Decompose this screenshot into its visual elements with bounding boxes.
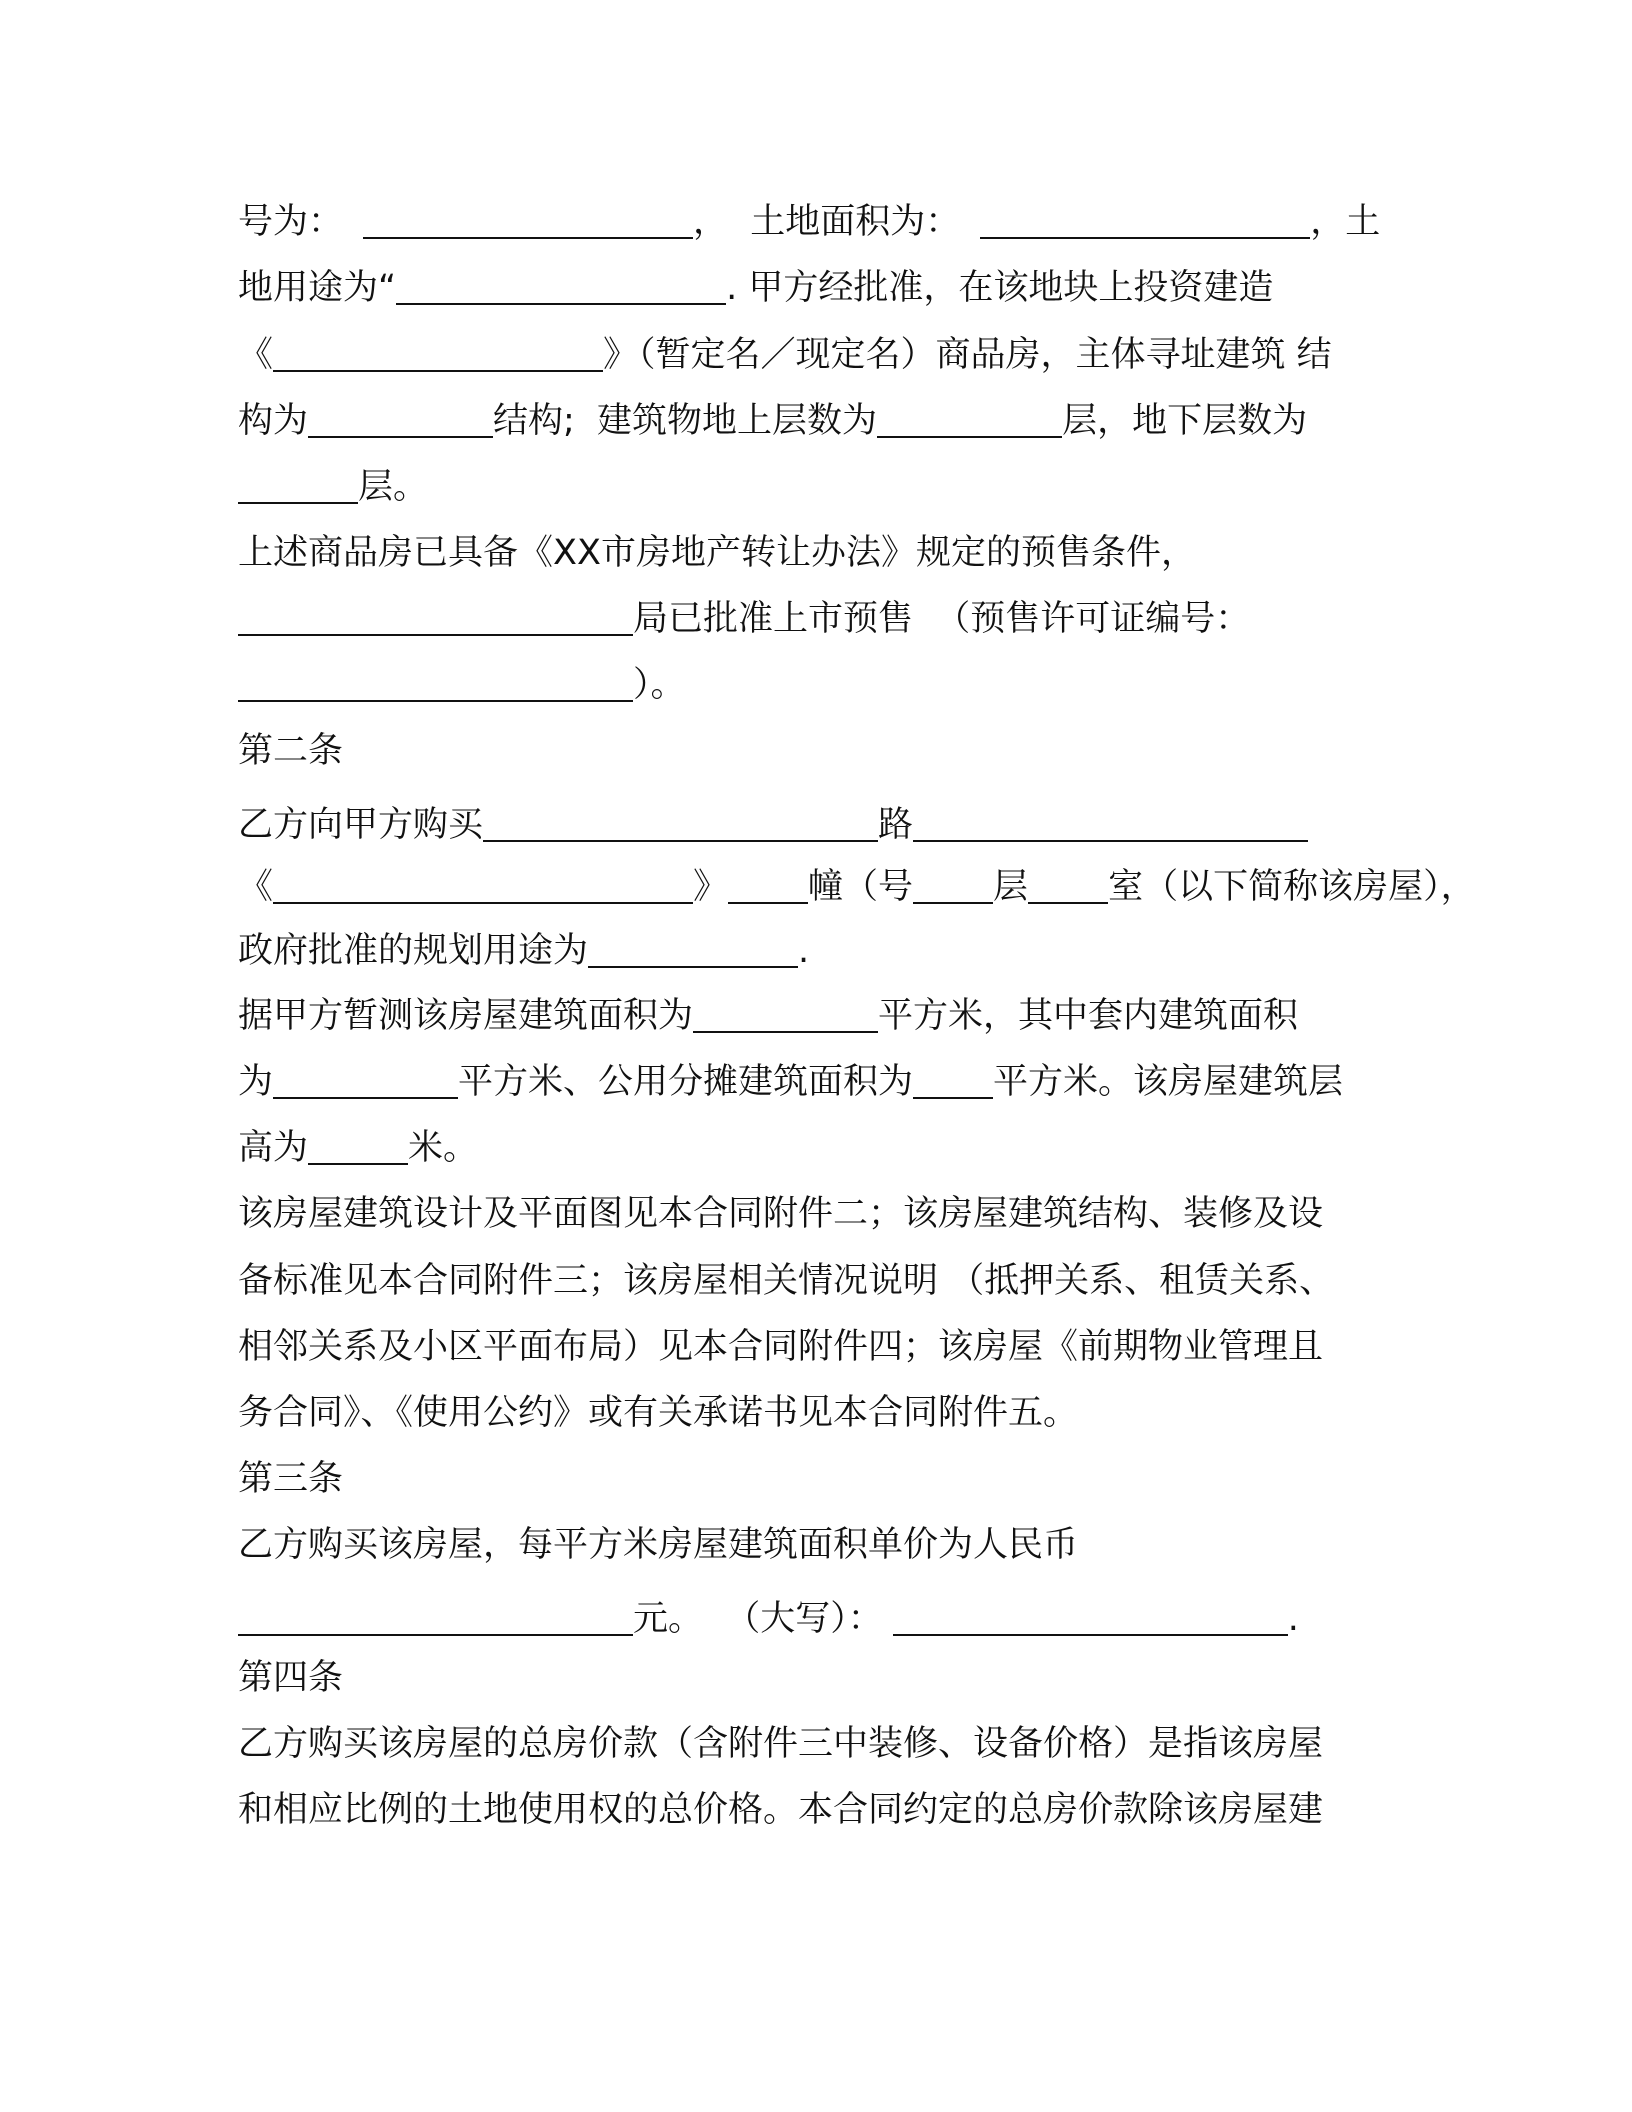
text-segment: 第二条: [238, 731, 344, 771]
text-line: [238, 795, 1308, 855]
text-segment: 乙方向甲方购买: [238, 805, 484, 845]
fill-in-blank[interactable]: [1028, 868, 1108, 904]
text-line: [238, 258, 1273, 318]
fill-in-blank[interactable]: [728, 868, 808, 904]
text-line: [238, 1780, 1323, 1840]
text-segment: 政府批准的规划用途为: [238, 931, 589, 971]
text-line: [238, 1052, 1343, 1112]
text-line: [238, 1184, 1323, 1244]
text-segment: 《: [238, 335, 274, 375]
fill-in-blank[interactable]: [693, 997, 878, 1033]
text-segment: 《: [238, 867, 274, 907]
text-line: [238, 192, 1380, 252]
fill-in-blank[interactable]: [980, 203, 1310, 239]
text-segment: 室（以下简称该房屋），: [1108, 867, 1476, 907]
fill-in-blank[interactable]: [877, 402, 1062, 438]
fill-in-blank[interactable]: [273, 1063, 458, 1099]
text-line: [238, 391, 1307, 451]
fill-in-blank[interactable]: [238, 600, 633, 636]
text-line: [238, 1317, 1323, 1377]
fill-in-blank[interactable]: [238, 1600, 633, 1636]
text-segment: ，土: [1310, 202, 1381, 242]
text-segment: 乙方购买该房屋，每平方米房屋建筑面积单价为人民币: [238, 1525, 1079, 1565]
text-segment: 据甲方暂测该房屋建筑面积为: [238, 996, 694, 1036]
text-segment: .: [798, 931, 810, 971]
text-segment: 务合同》、《使用公约》或有关承诺书见本合同附件五。: [238, 1393, 1079, 1433]
text-segment: .: [1287, 1599, 1299, 1639]
fill-in-blank[interactable]: [273, 868, 693, 904]
text-segment: 号为：: [238, 202, 344, 242]
fill-in-blank[interactable]: [588, 932, 798, 968]
text-segment: 相邻关系及小区平面布局）见本合同附件四；该房屋《前期物业管理且: [238, 1327, 1324, 1367]
section-heading: [238, 1648, 343, 1708]
text-line: [238, 457, 428, 517]
fill-in-blank[interactable]: [363, 203, 693, 239]
text-segment: 平方米。该房屋建筑层: [993, 1062, 1344, 1102]
text-segment: 和相应比例的土地使用权的总价格。本合同约定的总房价款除该房屋建: [238, 1790, 1324, 1830]
text-line: [238, 655, 686, 715]
text-segment: 平方米、公用分摊建筑面积为: [458, 1062, 914, 1102]
text-line: [238, 1589, 1299, 1649]
text-segment: 层。: [358, 467, 429, 507]
text-segment: ， 土地面积为：: [693, 202, 961, 242]
text-segment: 层，地下层数为: [1062, 401, 1308, 441]
text-segment: 该房屋建筑设计及平面图见本合同附件二；该房屋建筑结构、装修及设: [238, 1194, 1324, 1234]
text-segment: 备标准见本合同附件三；该房屋相关情况说明 （抵押关系、租赁关系、: [238, 1261, 1335, 1301]
text-line: [238, 986, 1298, 1046]
text-line: [238, 857, 1476, 917]
text-line: [238, 1251, 1334, 1311]
fill-in-blank[interactable]: [913, 868, 993, 904]
text-segment: 地用途为“: [238, 268, 397, 308]
fill-in-blank[interactable]: [396, 269, 726, 305]
text-line: [238, 1383, 1078, 1443]
text-line: [238, 523, 1196, 583]
text-segment: 高为: [238, 1128, 309, 1168]
section-heading: [238, 1449, 343, 1509]
text-line: [238, 921, 809, 981]
fill-in-blank[interactable]: [913, 1063, 993, 1099]
section-heading: [238, 721, 343, 781]
fill-in-blank[interactable]: [238, 666, 633, 702]
text-segment: 层: [993, 867, 1029, 907]
fill-in-blank[interactable]: [893, 1600, 1288, 1636]
text-segment: . 甲方经批准，在该地块上投资建造: [726, 268, 1274, 308]
text-line: [238, 1118, 478, 1178]
text-segment: 平方米，其中套内建筑面积: [878, 996, 1299, 1036]
fill-in-blank[interactable]: [913, 806, 1308, 842]
text-segment: 》（暂定名／现定名）商品房，主体寻址建筑 结: [603, 335, 1332, 375]
text-segment: 上述商品房已具备《XX市房地产转让办法》规定的预售条件，: [238, 533, 1196, 573]
fill-in-blank[interactable]: [308, 1129, 408, 1165]
fill-in-blank[interactable]: [273, 336, 603, 372]
text-line: [238, 1714, 1323, 1774]
text-segment: 路: [878, 805, 914, 845]
text-segment: 乙方购买该房屋的总房价款（含附件三中装修、设备价格）是指该房屋: [238, 1724, 1324, 1764]
text-segment: 第三条: [238, 1459, 344, 1499]
text-segment: 第四条: [238, 1658, 344, 1698]
text-segment: ）。: [633, 665, 686, 705]
fill-in-blank[interactable]: [308, 402, 493, 438]
text-segment: 结构; 建筑物地上层数为: [493, 401, 878, 441]
fill-in-blank[interactable]: [238, 468, 358, 504]
text-line: [238, 589, 1250, 649]
text-segment: 元。 （大写）：: [633, 1599, 883, 1639]
text-segment: 》: [693, 867, 729, 907]
fill-in-blank[interactable]: [483, 806, 878, 842]
text-line: [238, 1515, 1078, 1575]
text-segment: 构为: [238, 401, 309, 441]
text-segment: 局已批准上市预售 （预售许可证编号：: [633, 599, 1251, 639]
text-segment: 幢（号: [808, 867, 914, 907]
text-line: [238, 325, 1332, 385]
text-segment: 为: [238, 1062, 274, 1102]
text-segment: 米。: [408, 1128, 479, 1168]
